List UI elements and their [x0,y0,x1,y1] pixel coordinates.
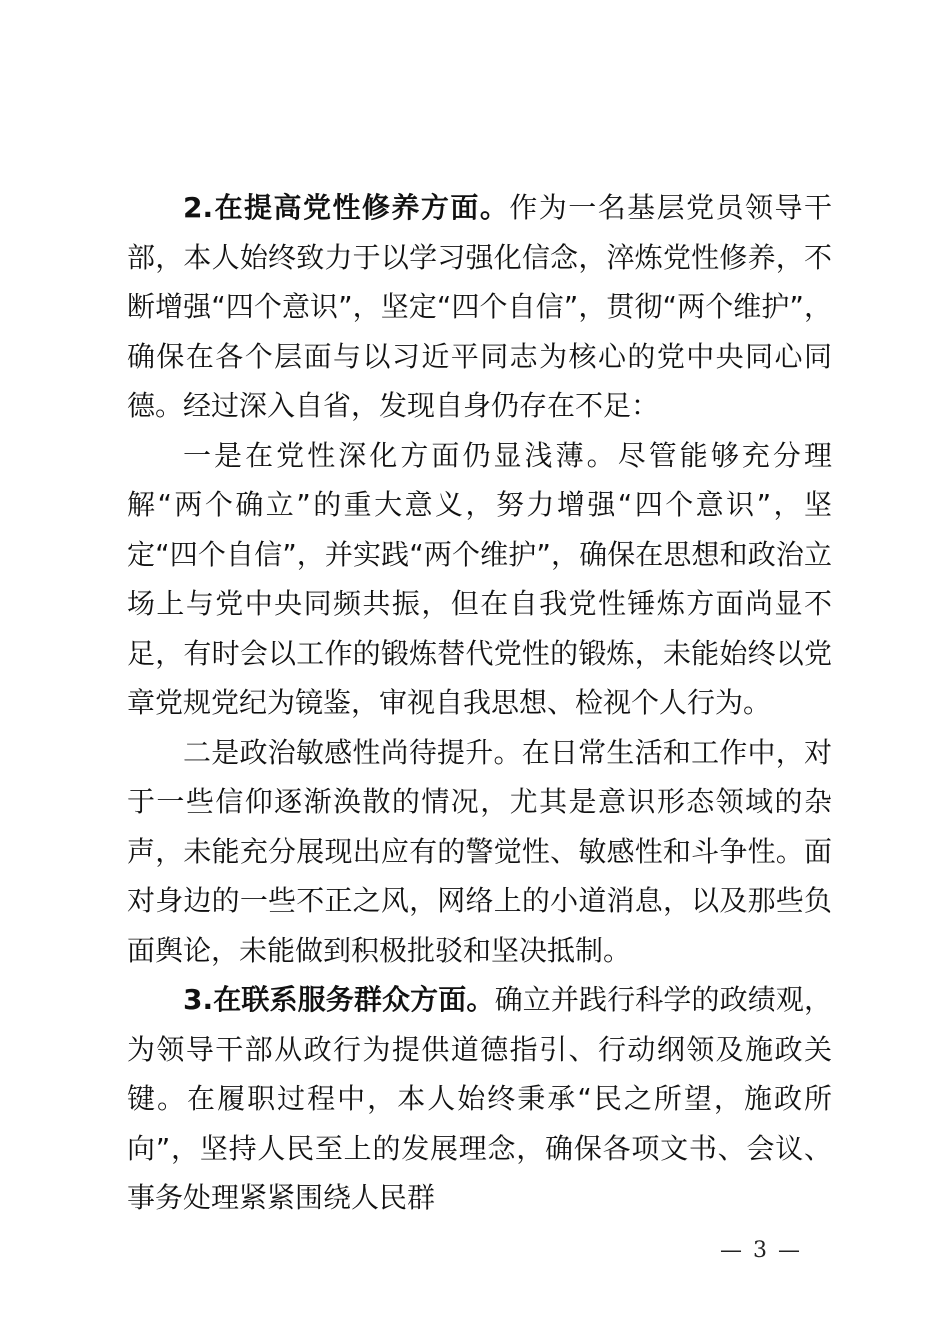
paragraph-political-sensitivity [127,728,832,976]
paragraph-text: 确立并践行科学的政绩观，为领导干部从政行为提供道德指引、行动纲领及施政关键。在履职过程中，本人始终秉承“民之所望，施政所向”，坚持人民至上的发展理念，确保各项文书、会议、事务处理紧紧围绕人民群 [127,983,832,1214]
paragraph-text: 作为一名基层党员领导干部，本人始终致力于以学习强化信念，淬炼党性修养，不断增强“四个意识”，坚定“四个自信”，贯彻“两个维护”，确保在各个层面与以习近平同志为核心的党中央同心同德。经过深入自省，发现自身仍存在不足： [127,191,832,422]
paragraph-party-cultivation [127,183,832,431]
section-heading: 3.在联系服务群众方面。 [183,983,495,1016]
paragraph-text: 一是在党性深化方面仍显浅薄。尽管能够充分理解“两个确立”的重大意义，努力增强“四个意识”，坚定“四个自信”，并实践“两个维护”，确保在思想和政治立场上与党中央同频共振，但在自我党性锤炼方面尚显不足，有时会以工作的锻炼替代党性的锻炼，未能始终以党章党规党纪为镜鉴，审视自我思想、检视个人行为。 [127,438,832,719]
page-number: — 3 — [720,1238,802,1263]
paragraph-serving-masses [127,975,832,1223]
section-heading: 2.在提高党性修养方面。 [183,191,510,224]
document-body [127,183,832,1223]
paragraph-text: 二是政治敏感性尚待提升。在日常生活和工作中，对于一些信仰逐渐涣散的情况，尤其是意识形态领域的杂声，未能充分展现出应有的警觉性、敏感性和斗争性。面对身边的一些不正之风，网络上的小道消息，以及那些负面舆论，未能做到积极批驳和坚决抵制。 [127,735,832,967]
paragraph-party-spirit-shortcoming [127,431,832,728]
